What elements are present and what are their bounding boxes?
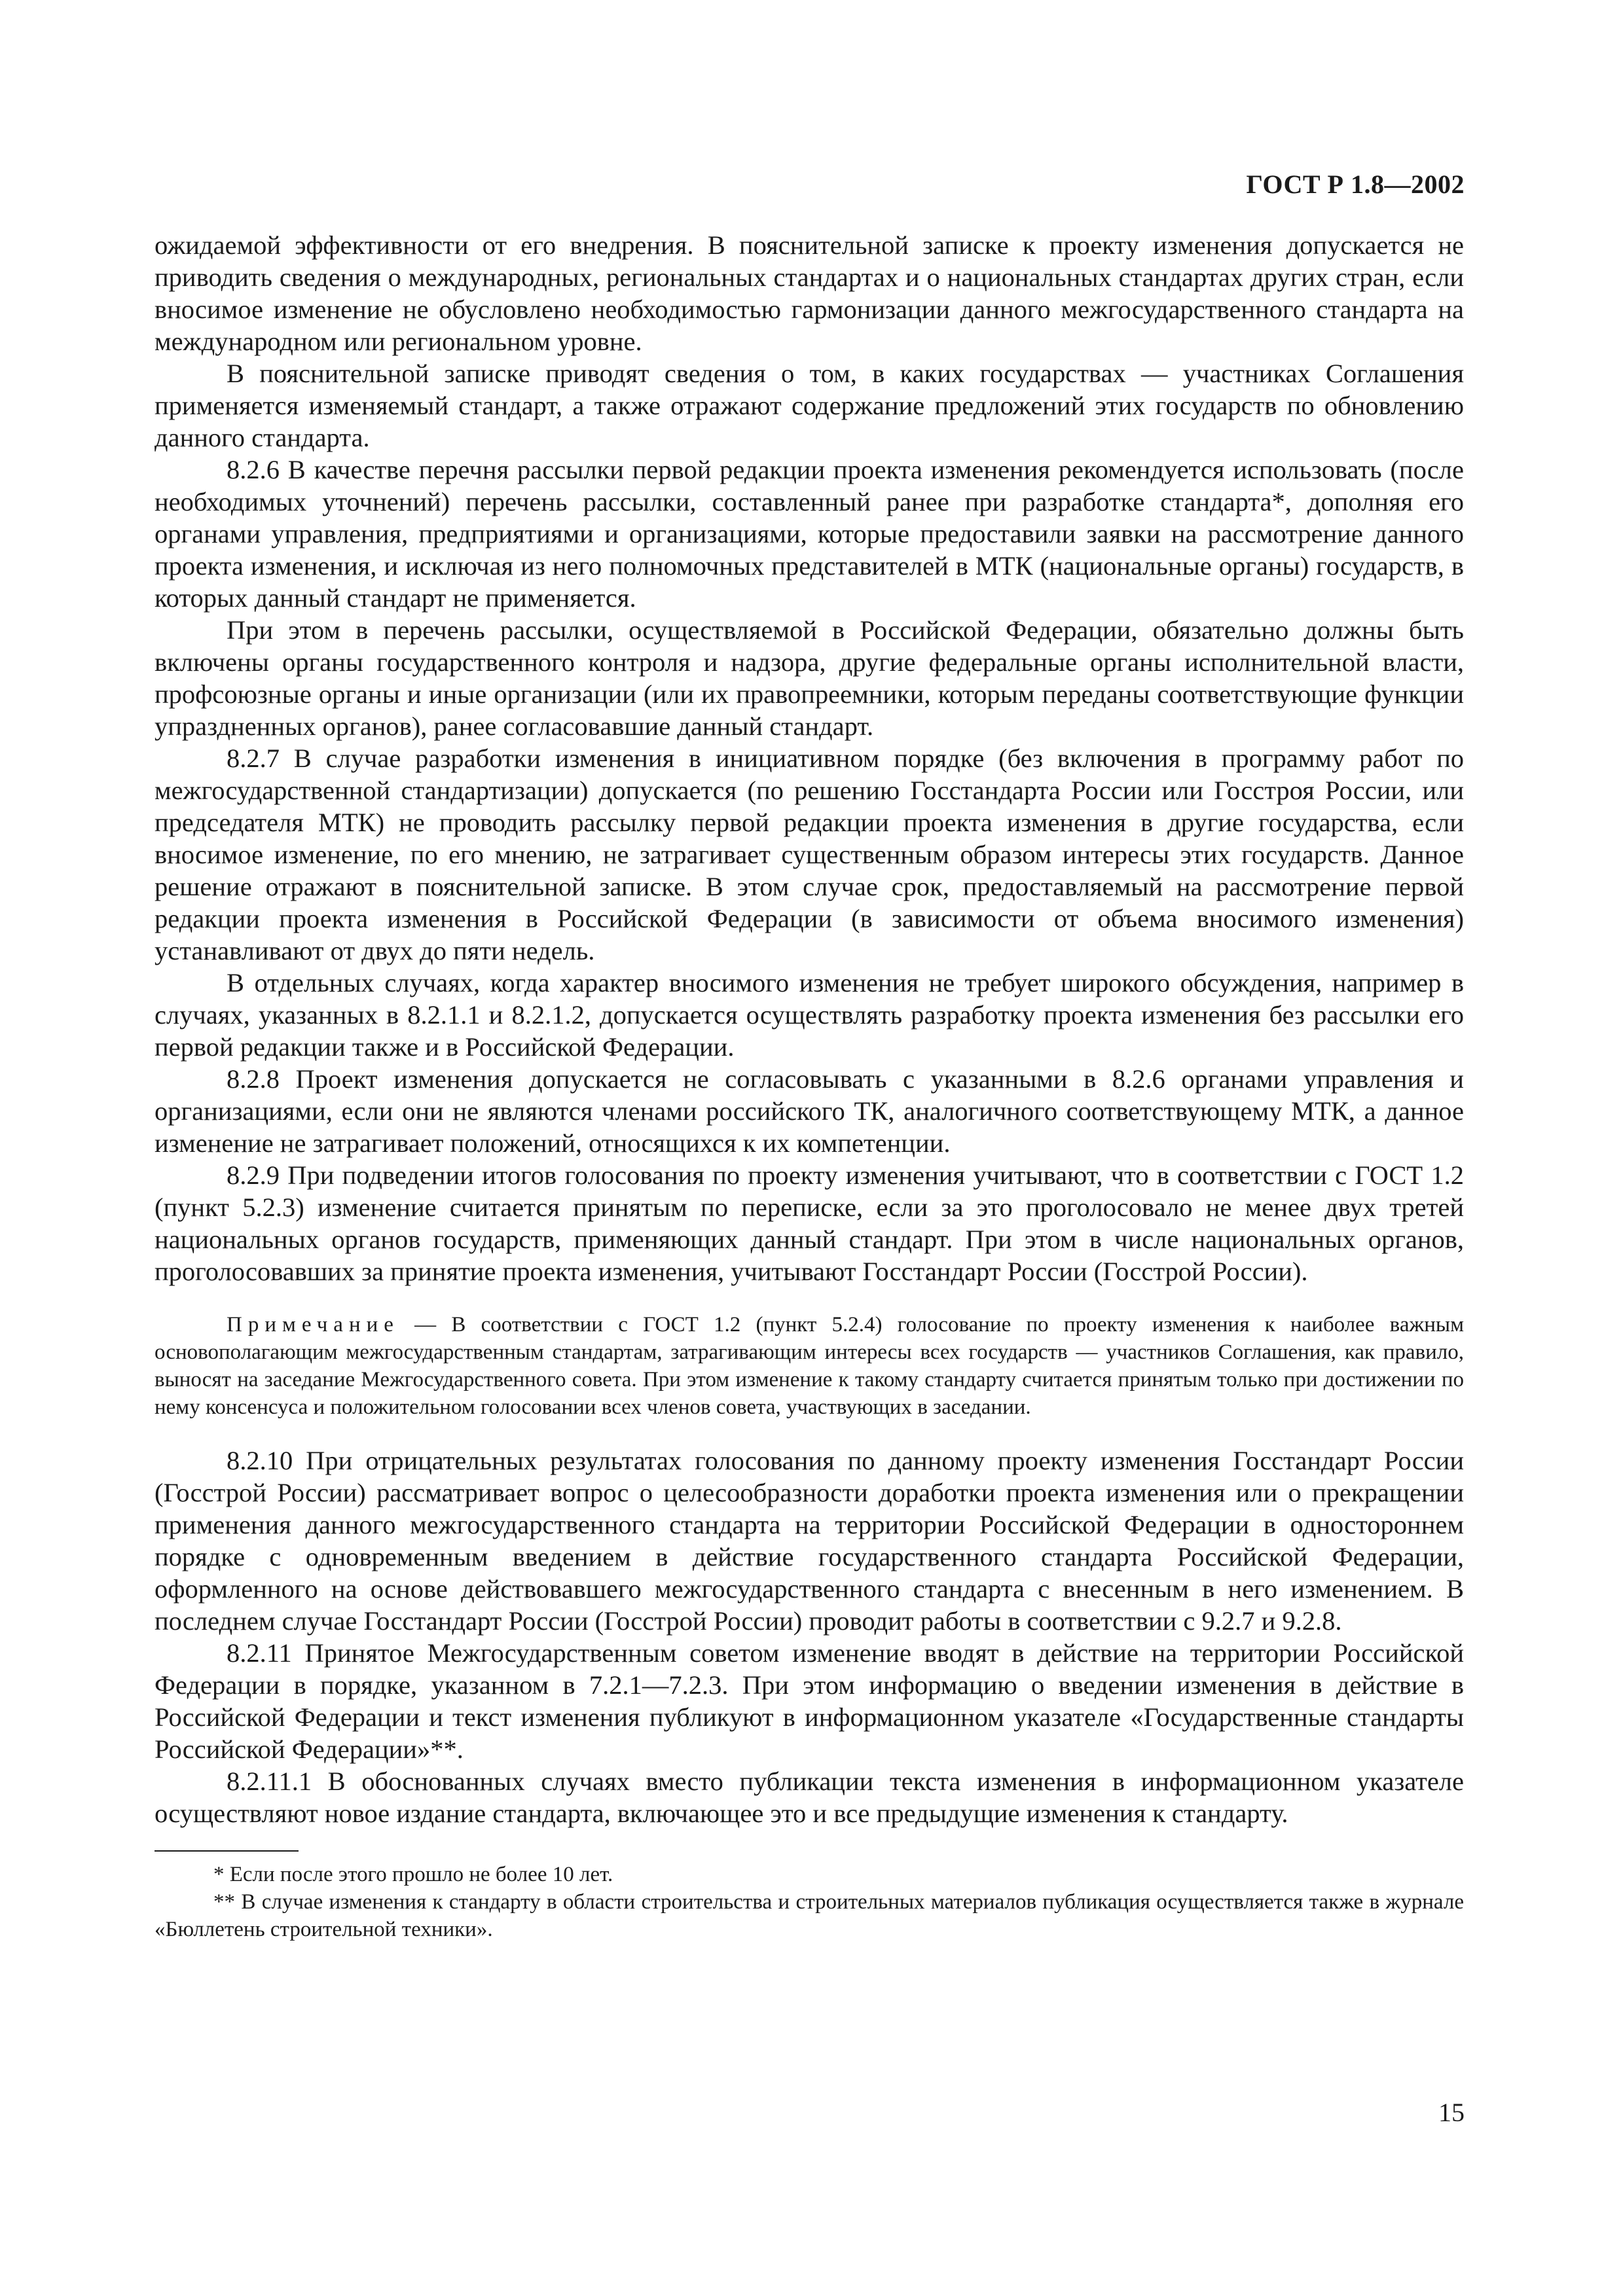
footnote-divider	[155, 1850, 299, 1852]
paragraph: В пояснительной записке приводят сведения о том, в каких государствах — участниках Соглашения применяется изменяемый стандарт, а также отражают содержание предложений этих государств по обновлению данного стандарта.	[155, 359, 1464, 452]
paragraph-continuation: ожидаемой эффективности от его внедрения. В пояснительной записке к проекту изменения допускается не приводить сведения о международных, региональных стандартах и о национальных стандартах других стран, если вносимое изменение не обусловлено необходимостью гармонизации данного межгосударственного стандарта на международном или региональном уровне.	[155, 230, 1464, 356]
footnote: ** В случае изменения к стандарту в области строительства и строительных материалов публикация осуществляется также в журнале «Бюллетень строительной техники».	[155, 1890, 1464, 1941]
paragraph-8-2-11-1: 8.2.11.1 В обоснованных случаях вместо публикации текста изменения в информационном указателе осуществляют новое издание стандарта, включающее это и все предыдущие изменения к стандарту.	[155, 1767, 1464, 1828]
paragraph-8-2-7: 8.2.7 В случае разработки изменения в инициативном порядке (без включения в программу работ по межгосударственной стандартизации) допускается (по решению Госстандарта России или Госстроя России, или председателя МТК) не проводить рассылку первой редакции проекта изменения в другие государства, если вносимое изменение, по его мнению, не затрагивает существенным образом интересы этих государств. Данное решение отражают в пояснительной записке. В этом случае срок, предоставляемый на рассмотрение первой редакции проекта изменения в Российской Федерации (в зависимости от объема вносимого изменения) устанавливают от двух до пяти недель.	[155, 744, 1464, 965]
body-text	[155, 229, 1464, 1943]
paragraph: При этом в перечень рассылки, осуществляемой в Российской Федерации, обязательно должны быть включены органы государственного контроля и надзора, другие федеральные органы исполнительной власти, профсоюзные органы и иные организации (или их правопреемники, которым переданы соответствующие функции упраздненных органов), ранее согласовавшие данный стандарт.	[155, 615, 1464, 741]
paragraph-8-2-8: 8.2.8 Проект изменения допускается не согласовывать с указанными в 8.2.6 органами управления и организациями, если они не являются членами российского ТК, аналогичного соответствующему МТК, а данное изменение не затрагивает положений, относящихся к их компетенции.	[155, 1064, 1464, 1158]
page-number: 15	[1438, 2098, 1465, 2127]
paragraph: В отдельных случаях, когда характер вносимого изменения не требует широкого обсуждения, например в случаях, указанных в 8.2.1.1 и 8.2.1.2, допускается осуществлять разработку проекта изменения без рассылки его первой редакции также и в Российской Федерации.	[155, 968, 1464, 1062]
note-text: — В соответствии с ГОСТ 1.2 (пункт 5.2.4) голосование по проекту изменения к наиболее важным основополагающим межгосударственным стандартам, затрагивающим интересы всех государств — участников Соглашения, как правило, выносят на заседание Межгосударственного совета. При этом изменение к такому стандарту считается принятым только при достижении по нему консенсуса и положительном голосовании всех членов совета, участвующих в заседании.	[155, 1313, 1464, 1419]
note-label: Примечание	[227, 1313, 399, 1336]
footnote: * Если после этого прошло не более 10 лет.	[213, 1863, 613, 1886]
note-block	[155, 1311, 1464, 1421]
paragraph-8-2-9: 8.2.9 При подведении итогов голосования по проекту изменения учитывают, что в соответствии с ГОСТ 1.2 (пункт 5.2.3) изменение считается принятым по переписке, если за это проголосовало не менее двух третей национальных органов государств, применяющих данный стандарт. При этом в числе национальных органов, проголосовавших за принятие проекта изменения, учитывают Госстандарт России (Госстрой России).	[155, 1160, 1464, 1286]
paragraph-8-2-11: 8.2.11 Принятое Межгосударственным советом изменение вводят в действие на территории Российской Федерации в порядке, указанном в 7.2.1—7.2.3. При этом информацию о введении изменения в действие в Российской Федерации и текст изменения публикуют в информационном указателе «Государственные стандарты Российской Федерации»**.	[155, 1638, 1464, 1764]
standard-code-header: ГОСТ Р 1.8—2002	[1246, 170, 1465, 199]
paragraph-8-2-10: 8.2.10 При отрицательных результатах голосования по данному проекту изменения Госстандарт России (Госстрой России) рассматривает вопрос о целесообразности доработки проекта изменения или о прекращении применения данного межгосударственного стандарта на территории Российской Федерации в одностороннем порядке с одновременным введением в действие государственного стандарта Российской Федерации, оформленного на основе действовавшего межгосударственного стандарта с внесенным в него изменением. В последнем случае Госстандарт России (Госстрой России) проводит работы в соответствии с 9.2.7 и 9.2.8.	[155, 1446, 1464, 1636]
paragraph-8-2-6: 8.2.6 В качестве перечня рассылки первой редакции проекта изменения рекомендуется использовать (после необходимых уточнений) перечень рассылки, составленный ранее при разработке стандарта*, дополняя его органами управления, предприятиями и организациями, которые предоставили заявки на рассмотрение данного проекта изменения, и исключая из него полномочных представителей в МТК (национальные органы) государств, в которых данный стандарт не применяется.	[155, 455, 1464, 613]
